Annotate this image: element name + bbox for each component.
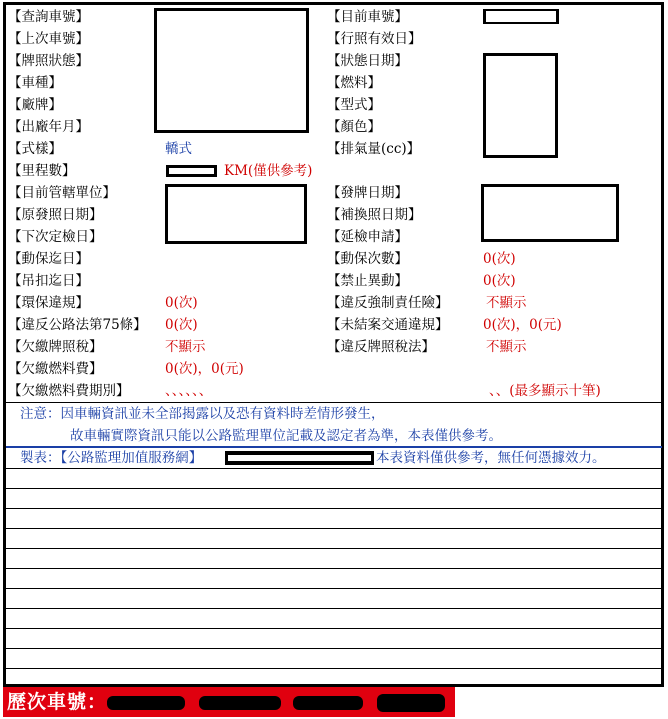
label-brand: 【廠牌】 [8, 97, 62, 113]
label-highway-75: 【違反公路法第75條】 [8, 317, 147, 333]
history-plates-label: 歷次車號： [7, 691, 108, 713]
value-fuel-periods: 、、、、、、 [165, 383, 213, 399]
redaction-box-jurisdiction [165, 184, 307, 244]
redacted-plate-1 [107, 696, 185, 710]
value-license-tax-law: 不顯示 [486, 339, 527, 355]
redaction-box-status-info [483, 53, 558, 158]
label-mandatory-insurance: 【違反強制責任險】 [327, 295, 449, 311]
label-fuel: 【燃料】 [327, 75, 381, 91]
label-fuel-fee-periods: 【欠繳燃料費期別】 [8, 383, 130, 399]
empty-row-line [6, 528, 662, 529]
redaction-bar-mileage-inner [169, 168, 214, 174]
empty-row-line [6, 668, 662, 669]
label-env-violation: 【環保違規】 [8, 295, 89, 311]
value-open-traffic: 0(次)，0(元) [483, 317, 562, 333]
label-model: 【型式】 [327, 97, 381, 113]
label-chattel-count: 【動保次數】 [327, 251, 408, 267]
empty-row-line [6, 568, 662, 569]
empty-row-line [6, 648, 662, 649]
empty-row-line [6, 588, 662, 589]
empty-row-line [6, 628, 662, 629]
label-fuel-fee-owed: 【欠繳燃料費】 [8, 361, 103, 377]
label-status-date: 【狀態日期】 [327, 53, 408, 69]
value-highway-75: 0(次) [165, 317, 198, 333]
label-manufacture-date: 【出廠年月】 [8, 119, 89, 135]
value-chattel-count: 0(次) [483, 251, 516, 267]
label-color: 【顏色】 [327, 119, 381, 135]
note-line-2: 故車輛實際資訊只能以公路監理單位記載及認定者為準，本表僅供參考。 [70, 428, 502, 444]
history-plates-bar [3, 687, 455, 717]
label-transfer-ban: 【禁止異動】 [327, 273, 408, 289]
empty-row-line [6, 548, 662, 549]
label-suspension-expiry: 【吊扣迄日】 [8, 273, 89, 289]
value-mileage-note: KM(僅供參考) [224, 163, 313, 179]
value-license-tax-owed: 不顯示 [165, 339, 206, 355]
label-style: 【式樣】 [8, 141, 62, 157]
value-fuel-periods-tail: 、、(最多顯示十筆) [489, 383, 601, 399]
label-vehicle-type: 【車種】 [8, 75, 62, 91]
redaction-box-issue-dates [481, 184, 619, 242]
maker-prefix: 製表：【公路監理加值服務網】 [20, 450, 203, 466]
value-transfer-ban: 0(次) [483, 273, 516, 289]
empty-row-line [6, 608, 662, 609]
divider-notes-top [6, 402, 662, 403]
redaction-box-vehicle-info [154, 8, 309, 133]
label-open-traffic-violations: 【未結案交通違規】 [327, 317, 449, 333]
redacted-plate-4 [377, 694, 445, 712]
label-license-tax-owed: 【欠繳牌照稅】 [8, 339, 103, 355]
empty-row-line [6, 508, 662, 509]
empty-row-line [6, 488, 662, 489]
redaction-bar-current-plate-inner [486, 11, 556, 22]
value-style: 轎式 [165, 141, 192, 157]
label-issue-date: 【發牌日期】 [327, 185, 408, 201]
label-current-plate: 【目前車號】 [327, 9, 408, 25]
label-displacement: 【排氣量(cc)】 [327, 141, 421, 157]
label-plate-status: 【牌照狀態】 [8, 53, 89, 69]
note-line-1: 注意：因車輛資訊並未全部揭露以及恐有資料時差情形發生， [20, 406, 385, 422]
label-license-tax-law: 【違反牌照稅法】 [327, 339, 435, 355]
divider-notes-bottom [6, 468, 662, 469]
label-query-plate: 【查詢車號】 [8, 9, 89, 25]
label-next-inspection: 【下次定檢日】 [8, 229, 103, 245]
value-fuel-fee-owed: 0(次)，0(元) [165, 361, 244, 377]
label-mileage: 【里程數】 [8, 163, 76, 179]
redacted-plate-3 [293, 696, 363, 710]
label-current-jurisdiction: 【目前管轄單位】 [8, 185, 116, 201]
value-env-violation: 0(次) [165, 295, 198, 311]
value-mandatory-insurance: 不顯示 [486, 295, 527, 311]
label-previous-plate: 【上次車號】 [8, 31, 89, 47]
redacted-plate-2 [199, 696, 281, 710]
label-reissue-date: 【補換照日期】 [327, 207, 422, 223]
label-inspection-extension: 【延檢申請】 [327, 229, 408, 245]
maker-suffix: 本表資料僅供參考，無任何憑據效力。 [376, 450, 606, 466]
label-license-valid-date: 【行照有效日】 [327, 31, 422, 47]
label-chattel-expiry: 【動保迄日】 [8, 251, 89, 267]
redaction-bar-maker-inner [228, 455, 371, 461]
label-original-issue-date: 【原發照日期】 [8, 207, 103, 223]
